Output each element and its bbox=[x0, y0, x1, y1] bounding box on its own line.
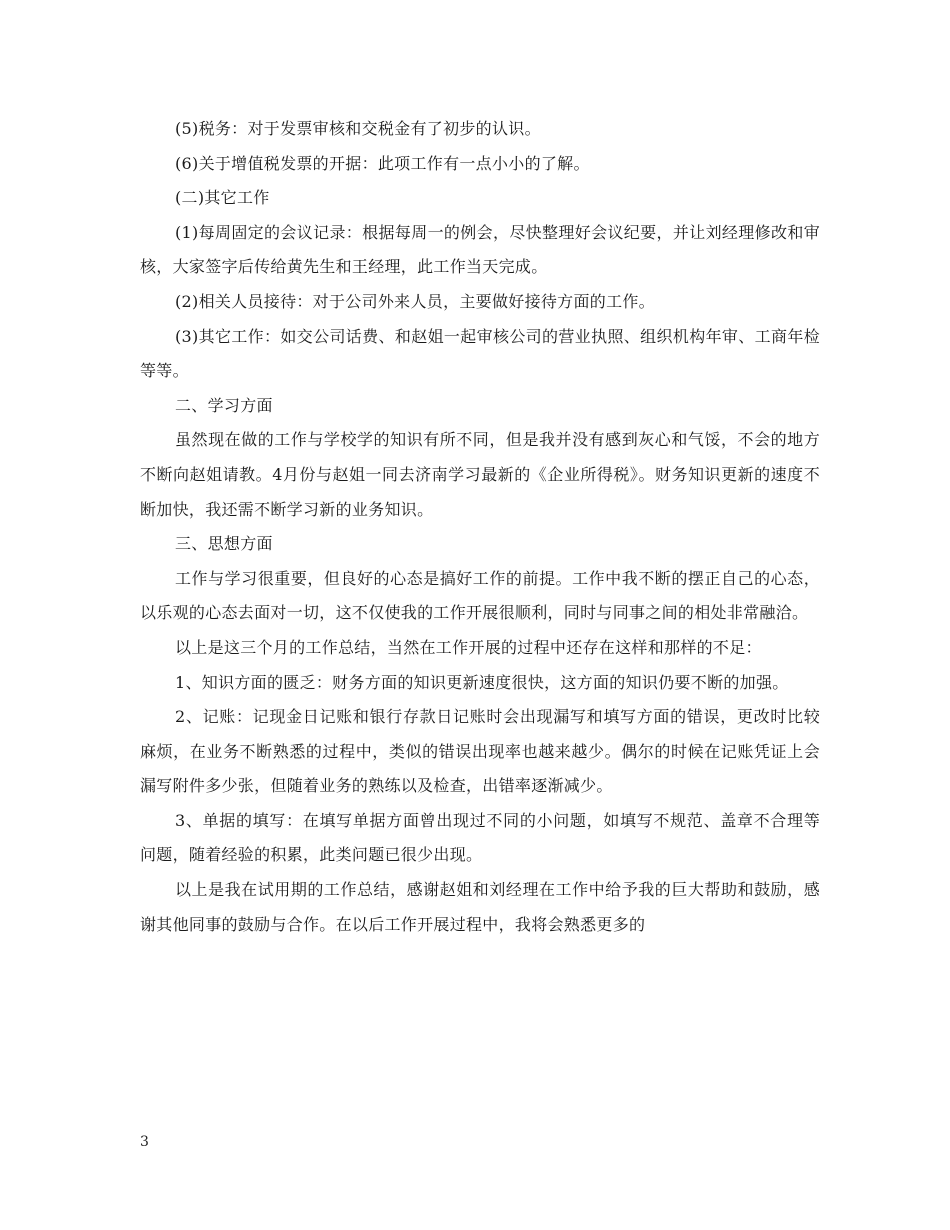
paragraph-reception: (2)相关人员接待：对于公司外来人员，主要做好接待方面的工作。 bbox=[175, 291, 655, 311]
paragraph-knowledge-gap: 1、知识方面的匮乏：财务方面的知识更新速度很快，这方面的知识仍要不断的加强。 bbox=[175, 672, 789, 692]
paragraph-vat-invoice: (6)关于增值税发票的开据：此项工作有一点小小的了解。 bbox=[175, 153, 590, 173]
paragraph-learning: 虽然现在做的工作与学校学的知识有所不同，但是我并没有感到灰心和气馁，不会的地方不断向赵姐请教。4月份与赵姐一同去济南学习最新的《企业所得税》。财务知识更新的速度不断加快，我还需不断学习新的业务知识。 bbox=[140, 430, 820, 519]
page-number: 3 bbox=[140, 1134, 149, 1150]
section-heading-mindset: 三、思想方面 bbox=[175, 534, 273, 554]
paragraph-misc-work: (3)其它工作：如交公司话费、和赵姐一起审核公司的营业执照、组织机构年审、工商年检等等。 bbox=[140, 326, 820, 381]
section-heading-learning: 二、学习方面 bbox=[175, 395, 273, 415]
paragraph-documents: 3、单据的填写：在填写单据方面曾出现过不同的小问题，如填写不规范、盖章不合理等问题，随着经验的积累，此类问题已很少出现。 bbox=[140, 810, 820, 865]
paragraph-mindset: 工作与学习很重要，但良好的心态是搞好工作的前提。工作中我不断的摆正自己的心态，以乐观的心态去面对一切，这不仅使我的工作开展很顺利，同时与同事之间的相处非常融洽。 bbox=[140, 568, 820, 623]
paragraph-shortcomings-intro: 以上是这三个月的工作总结，当然在工作开展的过程中还存在这样和那样的不足： bbox=[175, 637, 762, 657]
paragraph-meeting-minutes: (1)每周固定的会议记录：根据每周一的例会，尽快整理好会议纪要，并让刘经理修改和审核，大家签字后传给黄先生和王经理，此工作当天完成。 bbox=[140, 222, 820, 277]
section-heading-other-work: (二)其它工作 bbox=[175, 188, 270, 208]
paragraph-tax: (5)税务：对于发票审核和交税金有了初步的认识。 bbox=[175, 119, 541, 138]
paragraph-bookkeeping: 2、记账：记现金日记账和银行存款日记账时会出现漏写和填写方面的错误，更改时比较麻烦，在业务不断熟悉的过程中，类似的错误出现率也越来越少。偶尔的时候在记账凭证上会漏写附件多少张，但随着业务的熟练以及检查，出错率逐渐减少。 bbox=[140, 707, 820, 796]
document-body bbox=[140, 112, 820, 942]
paragraph-conclusion: 以上是我在试用期的工作总结，感谢赵姐和刘经理在工作中给予我的巨大帮助和鼓励，感谢其他同事的鼓励与合作。在以后工作开展过程中，我将会熟悉更多的 bbox=[140, 880, 820, 934]
